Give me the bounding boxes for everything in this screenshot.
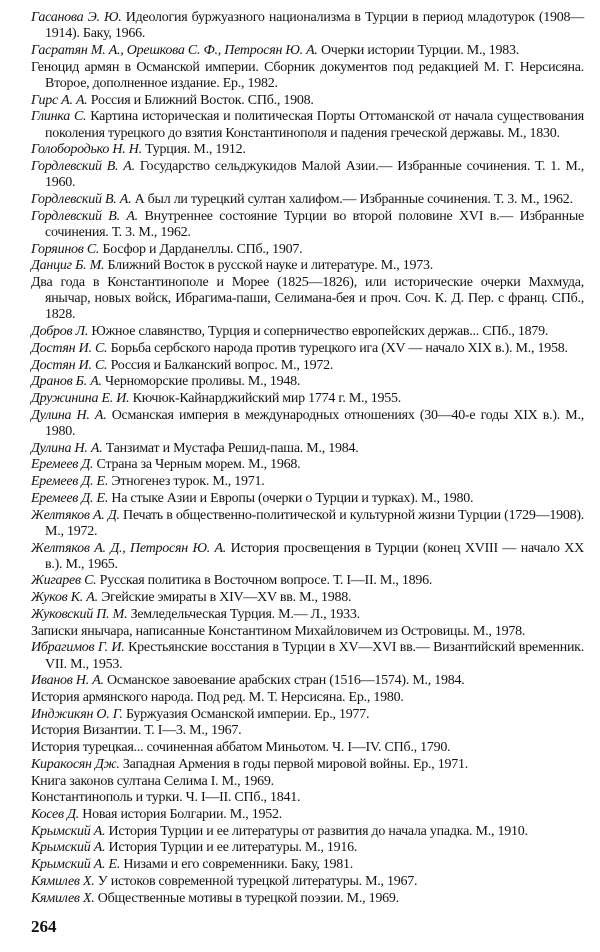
entry-text: Черноморские проливы. М., 1948. [101, 374, 301, 390]
entry-text: Печать в общественно-политической и культурной жизни Турции (1729—1908). М., 1972. [45, 507, 584, 539]
entry-text: Очерки истории Турции. М., 1983. [317, 42, 519, 58]
entry-author: Жуковский П. М. [31, 606, 128, 622]
entry-author: Еремеев Д. [31, 457, 94, 473]
entry-text: Ближний Восток в русской науке и литературе. М., 1973. [104, 258, 433, 274]
entry-author: Данциг Б. М. [31, 258, 105, 274]
entry-text: Эгейские эмираты в XIV—XV вв. М., 1988. [97, 590, 352, 606]
entry-text: Россия и Балканский вопрос. М., 1972. [107, 357, 334, 373]
bibliography-entry [31, 807, 584, 823]
bibliography-entry [31, 474, 584, 490]
entry-author: Жуков К. А. [31, 590, 98, 606]
entry-author: Желтяков А. Д. [31, 507, 120, 523]
bibliography-entry [31, 590, 584, 606]
bibliography-entry [31, 60, 584, 92]
bibliography-entry [31, 457, 584, 473]
bibliography-entry [31, 857, 584, 873]
entry-author: Крымский А. [31, 823, 106, 839]
entry-text: История Турции и ее литературы от развития до начала упадка. М., 1910. [105, 823, 528, 839]
entry-text: Турция. М., 1912. [141, 142, 246, 158]
entry-author: Достян И. С. [31, 340, 108, 356]
entry-author: Киракосян Дж. [31, 756, 120, 772]
entry-author: Достян И. С. [31, 357, 108, 373]
entry-author: Дранов Б. А. [31, 374, 102, 390]
entry-text: История просвещения в Турции (конец XVIII — начало XX в.). М., 1965. [45, 540, 584, 572]
page-number: 264 [31, 917, 57, 936]
entry-text: Буржуазия Османской империи. Ер., 1977. [122, 706, 370, 722]
bibliography-entry [31, 491, 584, 507]
bibliography-entry [31, 774, 584, 790]
bibliography-entry [31, 324, 584, 340]
entry-author: Крымский А. [31, 840, 106, 856]
entry-author: Иванов Н. А. [31, 673, 104, 689]
bibliography-entry [31, 358, 584, 374]
entry-text: Кючюк-Кайнарджийский мир 1774 г. М., 1955. [129, 391, 402, 407]
entry-author: Добров Л. [31, 324, 89, 340]
bibliography-entry [31, 142, 584, 158]
bibliography-entry [31, 209, 584, 241]
bibliography-entry [31, 874, 584, 890]
entry-text: Константинополь и турки. Ч. I—II. СПб., 1841. [31, 790, 301, 806]
entry-text: Внутреннее состояние Турции во второй половине XVI в.— Избранные сочинения. Т. 3. М., 1962. [45, 208, 584, 240]
entry-author: Гасанова Э. Ю. [31, 10, 122, 25]
entry-text: Книга законов султана Селима I. М., 1969. [31, 773, 274, 789]
entry-text: Танзимат и Мустафа Решид-паша. М., 1984. [102, 440, 359, 456]
entry-text: Земледельческая Турция. М.— Л., 1933. [127, 606, 360, 622]
bibliography-entry [31, 43, 584, 59]
entry-text: Картина историческая и политическая Порты Оттоманской от начала существования поколения турецкого до взятия Константинополя и падения греческой державы. М., 1830. [45, 109, 584, 141]
entry-text: История армянского народа. Под ред. М. Т. Нерсисяна. Ер., 1980. [31, 689, 404, 705]
entry-author: Инджикян О. Г. [31, 706, 123, 722]
bibliography-entry [31, 192, 584, 208]
entry-author: Голобородько Н. Н. [31, 142, 142, 158]
bibliography-entry [31, 707, 584, 723]
entry-text: Османское завоевание арабских стран (1516—1574). М., 1984. [103, 673, 465, 689]
entry-text: Западная Армения в годы первой мировой войны. Ер., 1971. [119, 756, 468, 772]
bibliography-entry [31, 723, 584, 739]
entry-text: А был ли турецкий султан халифом.— Избранные сочинения. Т. 3. М., 1962. [131, 191, 573, 207]
bibliography-entry [31, 341, 584, 357]
entry-text: Османская империя в международных отношениях (30—40-е годы XIX в.). М., 1980. [45, 407, 584, 439]
bibliography-entry [31, 242, 584, 258]
entry-text: Русская политика в Восточном вопросе. Т. I—II. М., 1896. [96, 573, 433, 589]
entry-text: На стыке Азии и Европы (очерки о Турции и турках). М., 1980. [108, 490, 474, 506]
entry-text: Россия и Ближний Восток. СПб., 1908. [87, 92, 314, 108]
entry-author: Кямилев Х. [31, 890, 95, 906]
entry-text: Государство сельджукидов Малой Азии.— Избранные сочинения. Т. 1. М., 1960. [45, 158, 585, 191]
entry-text: История Турции и ее литературы. М., 1916. [105, 840, 358, 856]
bibliography-entry [31, 624, 584, 640]
bibliography-entry [31, 790, 584, 806]
entry-text: Страна за Черным морем. М., 1968. [93, 457, 301, 473]
bibliography-entry [31, 840, 584, 856]
bibliography-entry [31, 824, 584, 840]
entry-author: Гордлевский В. А. [31, 191, 132, 207]
entry-text: Общественные мотивы в турецкой поэзии. М., 1969. [94, 890, 399, 906]
entry-author: Дружинина Е. И. [31, 391, 130, 407]
bibliography-entry [31, 757, 584, 773]
bibliography-entry [31, 93, 584, 109]
entry-author: Гасратян М. А., Орешкова С. Ф., Петросян Ю. А. [31, 42, 318, 58]
bibliography-entry [31, 891, 584, 907]
entry-text: Записки янычара, написанные Константином Михайловичем из Островицы. М., 1978. [31, 623, 526, 639]
entry-author: Горяинов С. [31, 241, 100, 257]
bibliography-entry [31, 640, 584, 672]
entry-text: Крестьянские восстания в Турции в XV—XVI вв.— Византийский временник. VII. М., 1953. [45, 640, 584, 672]
bibliography-entry [31, 573, 584, 589]
bibliography-entry [31, 508, 584, 540]
entry-text: У истоков современной турецкой литературы. М., 1967. [94, 873, 418, 889]
bibliography-entry [31, 10, 584, 42]
entry-author: Глинка С. [31, 109, 87, 125]
bibliography-entry [31, 740, 584, 756]
entry-author: Гирс А. А. [31, 92, 88, 108]
entry-author: Ибрагимов Г. И. [31, 640, 125, 656]
bibliography-entry [31, 391, 584, 407]
entry-author: Крымский А. Е. [31, 857, 121, 873]
bibliography-entry [31, 374, 584, 390]
entry-author: Гордлевский В. А. [31, 158, 135, 174]
bibliography-entry [31, 275, 584, 324]
entry-author: Еремеев Д. Е. [31, 474, 109, 490]
entry-author: Дулина Н. А. [31, 407, 107, 423]
entry-text: Борьба сербского народа против турецкого ига (XV — начало XIX в.). М., 1958. [107, 340, 568, 356]
entry-author: Дулина Н. А. [31, 440, 103, 456]
entry-text: Идеология буржуазного национализма в Турции в период младотурок (1908—1914). Баку, 1966. [45, 10, 584, 42]
bibliography-entry [31, 541, 584, 573]
entry-author: Жигарев С. [31, 573, 97, 589]
bibliography-entry [31, 673, 584, 689]
bibliography-entry [31, 690, 584, 706]
entry-text: Низами и его современники. Баку, 1981. [120, 857, 353, 873]
entry-text: Два года в Константинополе и Морее (1825—1826), или исторические очерки Махмуда, янычар, новых войск, Ибрагима-паши, Селимана-бея и проч. Соч. К. Д. Пер. с франц. СПб., 1828. [31, 275, 584, 323]
bibliography-entry [31, 441, 584, 457]
bibliography-entry [31, 109, 584, 141]
entry-text: История Византии. Т. I—3. М., 1967. [31, 723, 242, 739]
entry-text: Южное славянство, Турция и соперничество европейских держав... СПб., 1879. [88, 324, 549, 340]
entry-author: Гордлевский В. А. [31, 208, 138, 224]
entry-author: Кямилев Х. [31, 873, 95, 889]
bibliography-entry [31, 408, 584, 440]
entry-author: Желтяков А. Д., Петросян Ю. А. [31, 540, 227, 556]
bibliography-entry [31, 607, 584, 623]
bibliography-entry [31, 159, 584, 191]
bibliography-entry [31, 258, 584, 274]
entry-text: История турецкая... сочиненная аббатом Миньотом. Ч. I—IV. СПб., 1790. [31, 740, 451, 756]
entry-author: Еремеев Д. Е. [31, 490, 109, 506]
entry-text: Геноцид армян в Османской империи. Сборник документов под редакцией М. Г. Нерсисяна. Второе, дополненное издание. Ер., 1982. [31, 59, 584, 91]
entry-text: Босфор и Дарданеллы. СПб., 1907. [99, 241, 303, 257]
entry-text: Новая история Болгарии. М., 1952. [79, 807, 282, 822]
bibliography-list [31, 10, 584, 907]
entry-text: Этногенез турок. М., 1971. [108, 474, 265, 490]
entry-author: Косев Д. [31, 807, 79, 822]
